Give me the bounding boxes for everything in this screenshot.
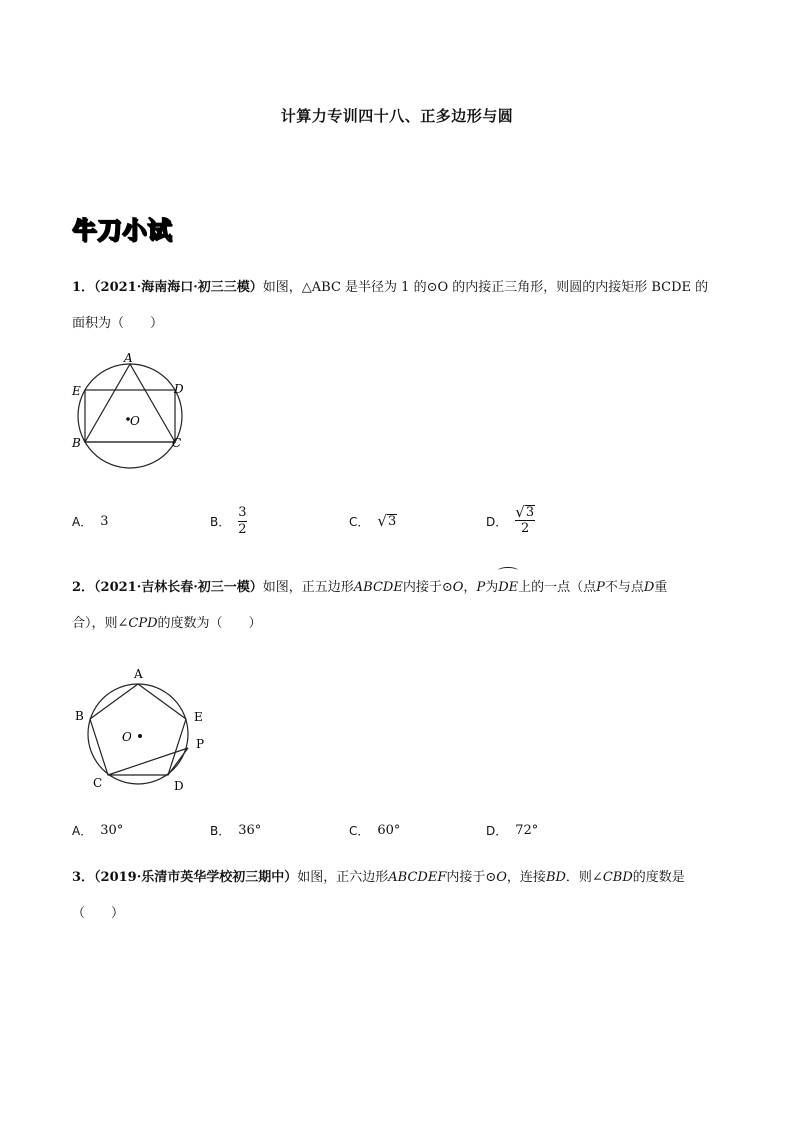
math-var: O bbox=[496, 870, 507, 885]
label-e: E bbox=[194, 710, 203, 724]
label-c: C bbox=[172, 436, 182, 450]
numerator: 3 bbox=[238, 504, 247, 520]
question-1 bbox=[72, 270, 732, 342]
question-text: 合），则∠ bbox=[72, 616, 129, 631]
question-1-line-1 bbox=[72, 270, 732, 306]
question-source: （2021·海南海口·初三三模） bbox=[94, 280, 263, 295]
question-number: 3． bbox=[72, 870, 95, 885]
question-1-line-2: 面积为（ ） bbox=[72, 316, 164, 331]
math-var: P bbox=[476, 580, 486, 595]
fraction bbox=[238, 505, 246, 538]
question-2-line-1 bbox=[72, 570, 732, 606]
label-b: B bbox=[72, 436, 81, 450]
question-text: 不与点 bbox=[604, 580, 644, 595]
section-heading: 牛刀小试 bbox=[72, 216, 172, 244]
label-o: O bbox=[130, 414, 140, 428]
question-text: 如图，△ABC 是半径为 1 的⊙O 的内接正三角形，则圆的内接矩形 BCDE 的 bbox=[262, 280, 709, 295]
option-b[interactable] bbox=[210, 810, 261, 850]
fraction bbox=[515, 505, 535, 537]
question-text: ， bbox=[463, 580, 477, 595]
option-value: 72° bbox=[515, 822, 539, 838]
question-text: 的度数是 bbox=[632, 870, 685, 885]
figure-circle-triangle-rectangle bbox=[66, 348, 196, 478]
center-point bbox=[138, 734, 142, 738]
triangle-abc bbox=[85, 364, 175, 442]
figure-pentagon-in-circle bbox=[70, 662, 220, 802]
option-value: 30° bbox=[100, 822, 124, 838]
question-text: 内接于⊙ bbox=[402, 580, 453, 595]
denominator: 2 bbox=[238, 521, 247, 537]
option-letter: C． bbox=[349, 514, 370, 529]
option-letter: A． bbox=[72, 514, 93, 529]
label-d: D bbox=[174, 382, 184, 396]
square-root bbox=[515, 505, 535, 520]
label-e: E bbox=[72, 384, 81, 398]
question-text: 上的一点（点 bbox=[518, 580, 597, 595]
question-2-line-2 bbox=[72, 606, 732, 642]
option-value: 60° bbox=[377, 822, 401, 838]
question-2-options bbox=[72, 810, 732, 850]
option-value: 3 bbox=[100, 513, 109, 529]
denominator: 2 bbox=[521, 521, 530, 536]
option-d[interactable] bbox=[486, 810, 538, 850]
option-a[interactable] bbox=[72, 810, 123, 850]
math-var: O bbox=[452, 580, 464, 595]
question-text: 重 bbox=[654, 580, 668, 595]
radicand: 3 bbox=[387, 513, 397, 529]
option-value: 36° bbox=[238, 822, 262, 838]
question-text: 如图，正五边形 bbox=[262, 580, 354, 595]
option-letter: A． bbox=[72, 823, 93, 838]
segment-dp bbox=[168, 748, 188, 775]
option-letter: D． bbox=[486, 514, 508, 529]
label-a: A bbox=[134, 667, 143, 681]
question-text: 内接于⊙ bbox=[446, 870, 497, 885]
label-b: B bbox=[75, 709, 84, 723]
option-d[interactable] bbox=[486, 501, 535, 541]
math-var: P bbox=[596, 580, 605, 595]
option-b[interactable] bbox=[210, 501, 247, 541]
segment-cp bbox=[108, 748, 188, 775]
question-text: 的度数为（ ） bbox=[157, 616, 262, 631]
option-a[interactable] bbox=[72, 501, 109, 541]
label-p: P bbox=[196, 737, 205, 751]
math-var: BD bbox=[545, 870, 566, 885]
question-source: （2021·吉林长春·初三一模） bbox=[94, 580, 263, 595]
question-text: 为 bbox=[485, 580, 499, 595]
radicand: 3 bbox=[525, 505, 535, 520]
question-number: 1． bbox=[72, 280, 95, 295]
radical-sign: √ bbox=[515, 503, 525, 521]
label-c: C bbox=[93, 776, 103, 790]
math-var: CPD bbox=[128, 616, 158, 631]
question-number: 2． bbox=[72, 580, 95, 595]
option-letter: B． bbox=[210, 823, 231, 838]
option-c[interactable] bbox=[349, 501, 397, 541]
question-3-line-1 bbox=[72, 860, 732, 896]
option-letter: B． bbox=[210, 514, 231, 529]
label-d: D bbox=[174, 779, 184, 793]
question-3-line-2: （ ） bbox=[72, 906, 125, 921]
math-var: D bbox=[643, 580, 655, 595]
radical-sign: √ bbox=[377, 511, 387, 530]
option-letter: D． bbox=[486, 823, 508, 838]
page-title: 计算力专训四十八、正多边形与圆 bbox=[280, 107, 514, 125]
question-text: ．则∠ bbox=[565, 870, 603, 885]
question-2 bbox=[72, 570, 732, 642]
square-root bbox=[377, 511, 397, 530]
question-1-options bbox=[72, 501, 732, 541]
label-a: A bbox=[124, 351, 133, 365]
option-c[interactable] bbox=[349, 810, 400, 850]
arc-de: DE bbox=[498, 570, 518, 606]
question-3 bbox=[72, 860, 732, 932]
question-text: ，连接 bbox=[506, 870, 546, 885]
math-var: ABCDE bbox=[353, 580, 403, 595]
label-o: O bbox=[122, 730, 132, 744]
question-source: （2019·乐清市英华学校初三期中） bbox=[94, 870, 298, 885]
question-text: 如图，正六边形 bbox=[297, 870, 389, 885]
math-var: ABCDEF bbox=[388, 870, 447, 885]
math-var: CBD bbox=[602, 870, 633, 885]
option-letter: C． bbox=[349, 823, 370, 838]
